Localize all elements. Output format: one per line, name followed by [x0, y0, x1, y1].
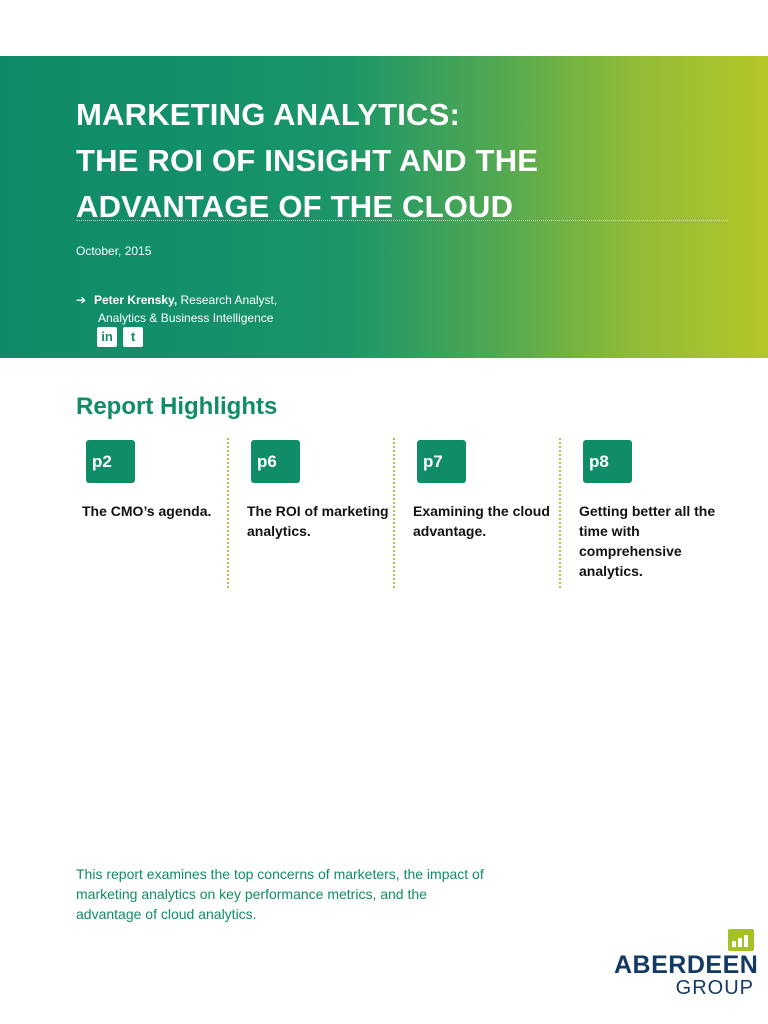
publication-date: October, 2015	[76, 244, 152, 258]
page-tag[interactable]: p6	[251, 440, 300, 483]
report-title	[76, 92, 716, 230]
arrow-icon: ➔	[76, 293, 87, 307]
social-links	[97, 327, 143, 347]
title-line-2: THE ROI OF INSIGHT AND THE	[76, 143, 539, 178]
highlight-text: Examining the cloud advantage.	[413, 503, 550, 539]
report-summary: This report examines the top concerns of marketers, the impact of marketing analytics on key performance metrics, and the advantage of cloud analytics.	[76, 866, 484, 922]
twitter-icon[interactable]: t	[123, 327, 143, 347]
page-tag[interactable]: p2	[86, 440, 135, 483]
highlight-text: The CMO’s agenda.	[82, 503, 212, 519]
highlight-item	[82, 440, 232, 521]
title-line-3: ADVANTAGE OF THE CLOUD	[76, 189, 514, 224]
highlight-text: Getting better all the time with comprehensive analytics.	[579, 503, 716, 579]
highlight-item	[413, 440, 563, 541]
logo-subtitle: GROUP	[675, 977, 754, 999]
aberdeen-logo	[614, 929, 759, 999]
author-role: Research Analyst,	[180, 293, 278, 307]
column-divider	[227, 438, 229, 588]
title-line-1: MARKETING ANALYTICS:	[76, 97, 461, 132]
column-divider	[559, 438, 561, 588]
highlight-item	[579, 440, 729, 581]
author-block	[76, 291, 277, 327]
author-department: Analytics & Business Intelligence	[98, 311, 274, 325]
author-name: Peter Krensky,	[94, 293, 178, 307]
section-title: Report Highlights	[76, 393, 278, 420]
highlight-item	[247, 440, 397, 541]
page-tag[interactable]: p8	[583, 440, 632, 483]
linkedin-icon[interactable]: in	[97, 327, 117, 347]
logo-wordmark: ABERDEEN	[614, 951, 759, 979]
page-tag[interactable]: p7	[417, 440, 466, 483]
title-divider	[76, 220, 728, 221]
column-divider	[393, 438, 395, 588]
bar-chart-icon	[728, 929, 754, 951]
highlight-text: The ROI of marketing analytics.	[247, 503, 389, 539]
